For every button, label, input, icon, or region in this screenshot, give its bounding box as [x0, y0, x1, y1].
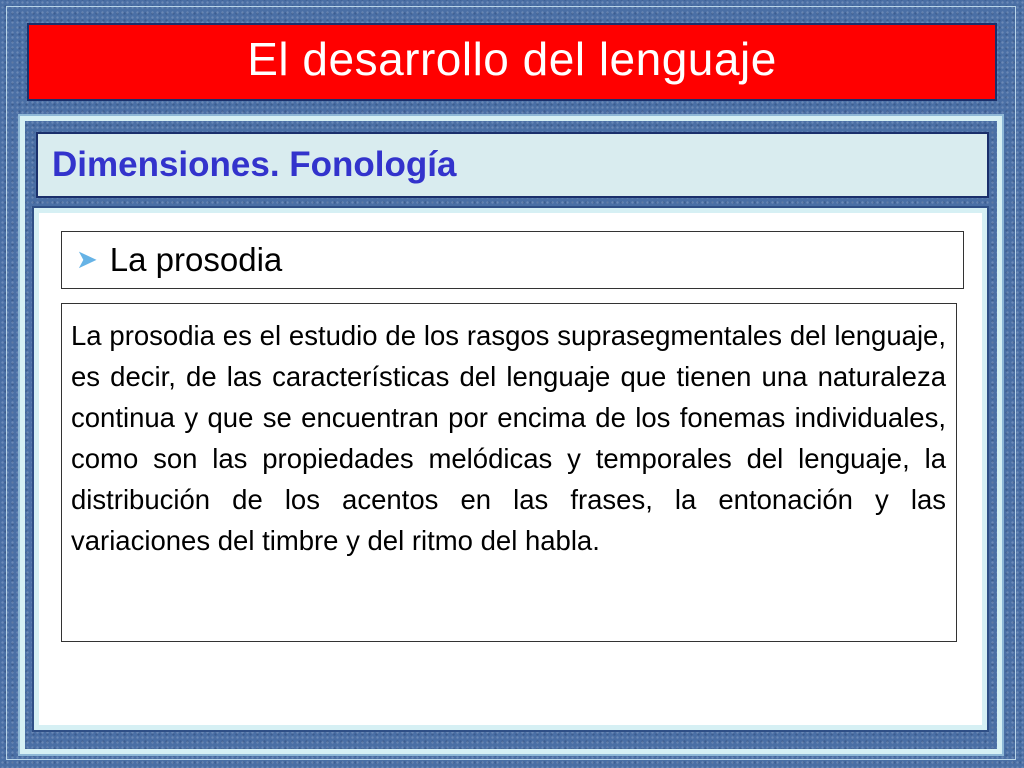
slide-subtitle: Dimensiones. Fonología [52, 145, 457, 184]
bullet-label: La prosodia [109, 241, 283, 278]
subtitle-bar [36, 132, 989, 198]
body-paragraph: La prosodia es el estudio de los rasgos suprasegmentales del lenguaje, es decir, de las características del lenguaje que tienen una naturaleza continua y que se encuentran por encima de los fonemas individuales, como son las propiedades melódicas y temporales del lenguaje, la distribución de los acentos en las frases, la entonación y las variaciones del timbre y del ritmo del habla. [71, 320, 946, 556]
bullet-box [61, 231, 964, 289]
arrow-bullet-icon: ➤ [76, 243, 98, 274]
body-text-box [61, 303, 957, 642]
title-banner [27, 23, 997, 101]
slide-title: El desarrollo del lenguaje [247, 33, 777, 85]
